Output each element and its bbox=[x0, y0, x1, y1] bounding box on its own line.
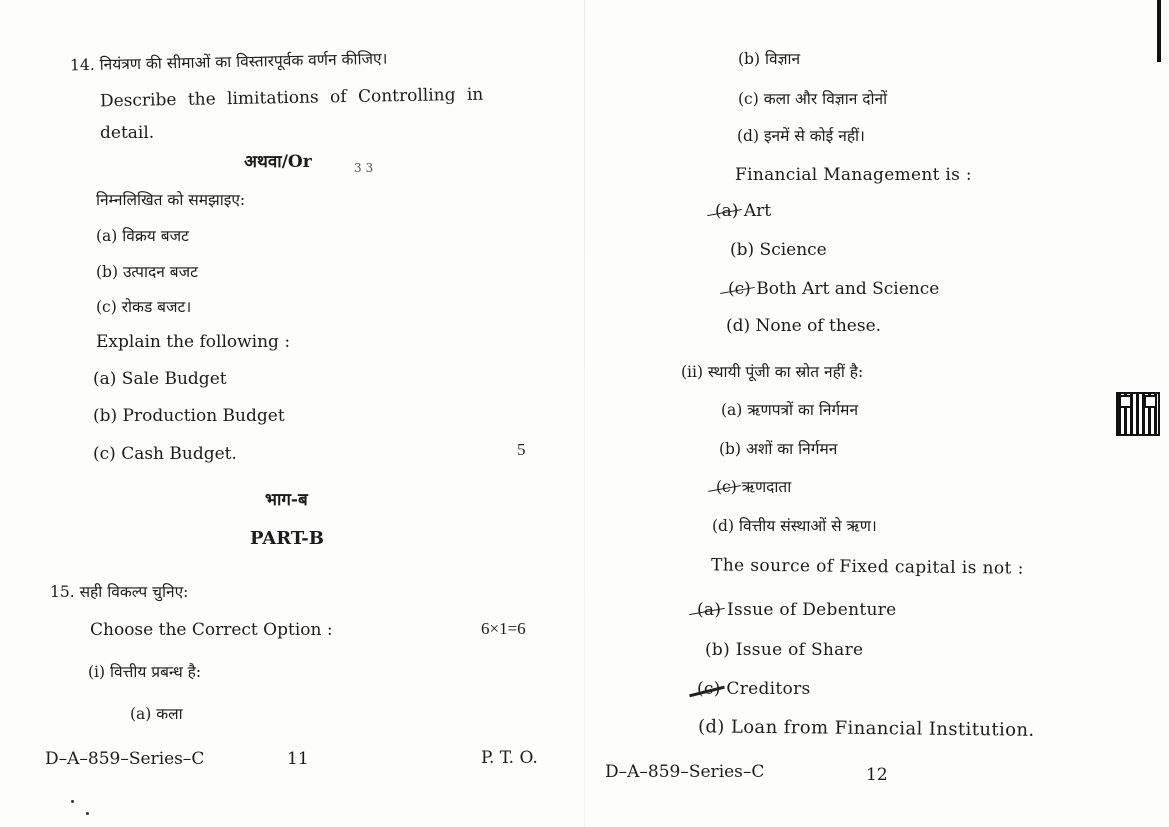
q14-hindi: 14. नियंत्रण की सीमाओं का विस्तारपूर्वक वर्णन कीजिए। bbox=[69, 49, 388, 75]
right-page bbox=[585, 0, 1169, 827]
part-hindi: भाग-ब bbox=[265, 490, 308, 510]
left-page bbox=[0, 0, 584, 827]
part-english: PART-B bbox=[250, 528, 324, 549]
footer-page: 12 bbox=[866, 765, 888, 785]
footer-code: D–A–859–Series–C bbox=[605, 762, 765, 782]
struck-label: (a) bbox=[697, 600, 722, 620]
q14-english-line2: detail. bbox=[100, 123, 155, 143]
q-ii-english-opt-d: (d) Loan from Financial Institution. bbox=[697, 716, 1035, 741]
english-item-a: (a) Sale Budget bbox=[93, 369, 227, 389]
q-ii-english-opt-c: (c) Creditors bbox=[697, 679, 811, 699]
footer-page: 11 bbox=[287, 749, 309, 769]
q-ii-english-opt-a: (a) Issue of Debenture bbox=[697, 600, 897, 620]
q14-marks: 5 bbox=[517, 440, 526, 459]
q-i-hindi-opt-c: (c) कला और विज्ञान दोनों bbox=[738, 90, 888, 108]
q15-marks: 6×1=6 bbox=[481, 619, 526, 638]
q-ii-hindi-opt-a: (a) ऋणपत्रों का निर्गमन bbox=[721, 401, 859, 419]
q15-english: Choose the Correct Option : bbox=[90, 620, 333, 640]
q14-english-line1: Describe the limitations of Controlling in bbox=[99, 84, 484, 112]
footer-code: D–A–859–Series–C bbox=[45, 749, 205, 769]
struck-label: (c) bbox=[697, 679, 721, 699]
struck-label: (a) bbox=[715, 201, 739, 221]
sub-i-hindi: (i) वित्तीय प्रबन्ध है: bbox=[88, 663, 202, 681]
english-item-b: (b) Production Budget bbox=[93, 406, 285, 426]
sub-i-opt-a: (a) कला bbox=[130, 705, 183, 723]
english-item-c: (c) Cash Budget. bbox=[93, 444, 237, 464]
q-i-hindi-opt-b: (b) विज्ञान bbox=[738, 50, 801, 68]
q15-hindi: 15. सही विकल्प चुनिए: bbox=[50, 583, 189, 601]
or-mark: 3 3 bbox=[354, 161, 374, 175]
q-ii-english: The source of Fixed capital is not : bbox=[710, 555, 1024, 579]
hindi-item-c: (c) रोकड बजट। bbox=[96, 298, 192, 316]
q-i-english-opt-c: (c) Both Art and Science bbox=[728, 279, 940, 299]
q-i-hindi-opt-d: (d) इनमें से कोई नहीं। bbox=[737, 127, 865, 145]
hindi-item-a: (a) विक्रय बजट bbox=[96, 227, 189, 245]
or-label: अथवा/Or bbox=[244, 152, 312, 172]
q-i-english: Financial Management is : bbox=[735, 165, 972, 185]
explain-hindi: निम्नलिखित को समझाइए: bbox=[96, 191, 246, 209]
struck-label: (c) bbox=[716, 478, 737, 496]
q-i-english-opt-d: (d) None of these. bbox=[726, 316, 882, 336]
struck-label: (c) bbox=[728, 279, 751, 299]
q-i-english-opt-b: (b) Science bbox=[730, 240, 827, 260]
q-ii-english-opt-b: (b) Issue of Share bbox=[705, 640, 864, 660]
hindi-item-b: (b) उत्पादन बजट bbox=[96, 263, 198, 281]
footer-pto: P. T. O. bbox=[481, 748, 538, 768]
q-i-english-opt-a: (a) Art bbox=[715, 201, 772, 221]
q-ii-hindi-opt-d: (d) वित्तीय संस्थाओं से ऋण। bbox=[712, 517, 877, 535]
explain-english: Explain the following : bbox=[96, 332, 291, 352]
q-ii-hindi-opt-c: (c) ऋणदाता bbox=[716, 478, 792, 496]
q-ii-hindi-opt-b: (b) अशों का निर्गमन bbox=[719, 440, 838, 458]
q-ii-hindi: (ii) स्थायी पूंजी का स्रोत नहीं है: bbox=[681, 363, 864, 381]
